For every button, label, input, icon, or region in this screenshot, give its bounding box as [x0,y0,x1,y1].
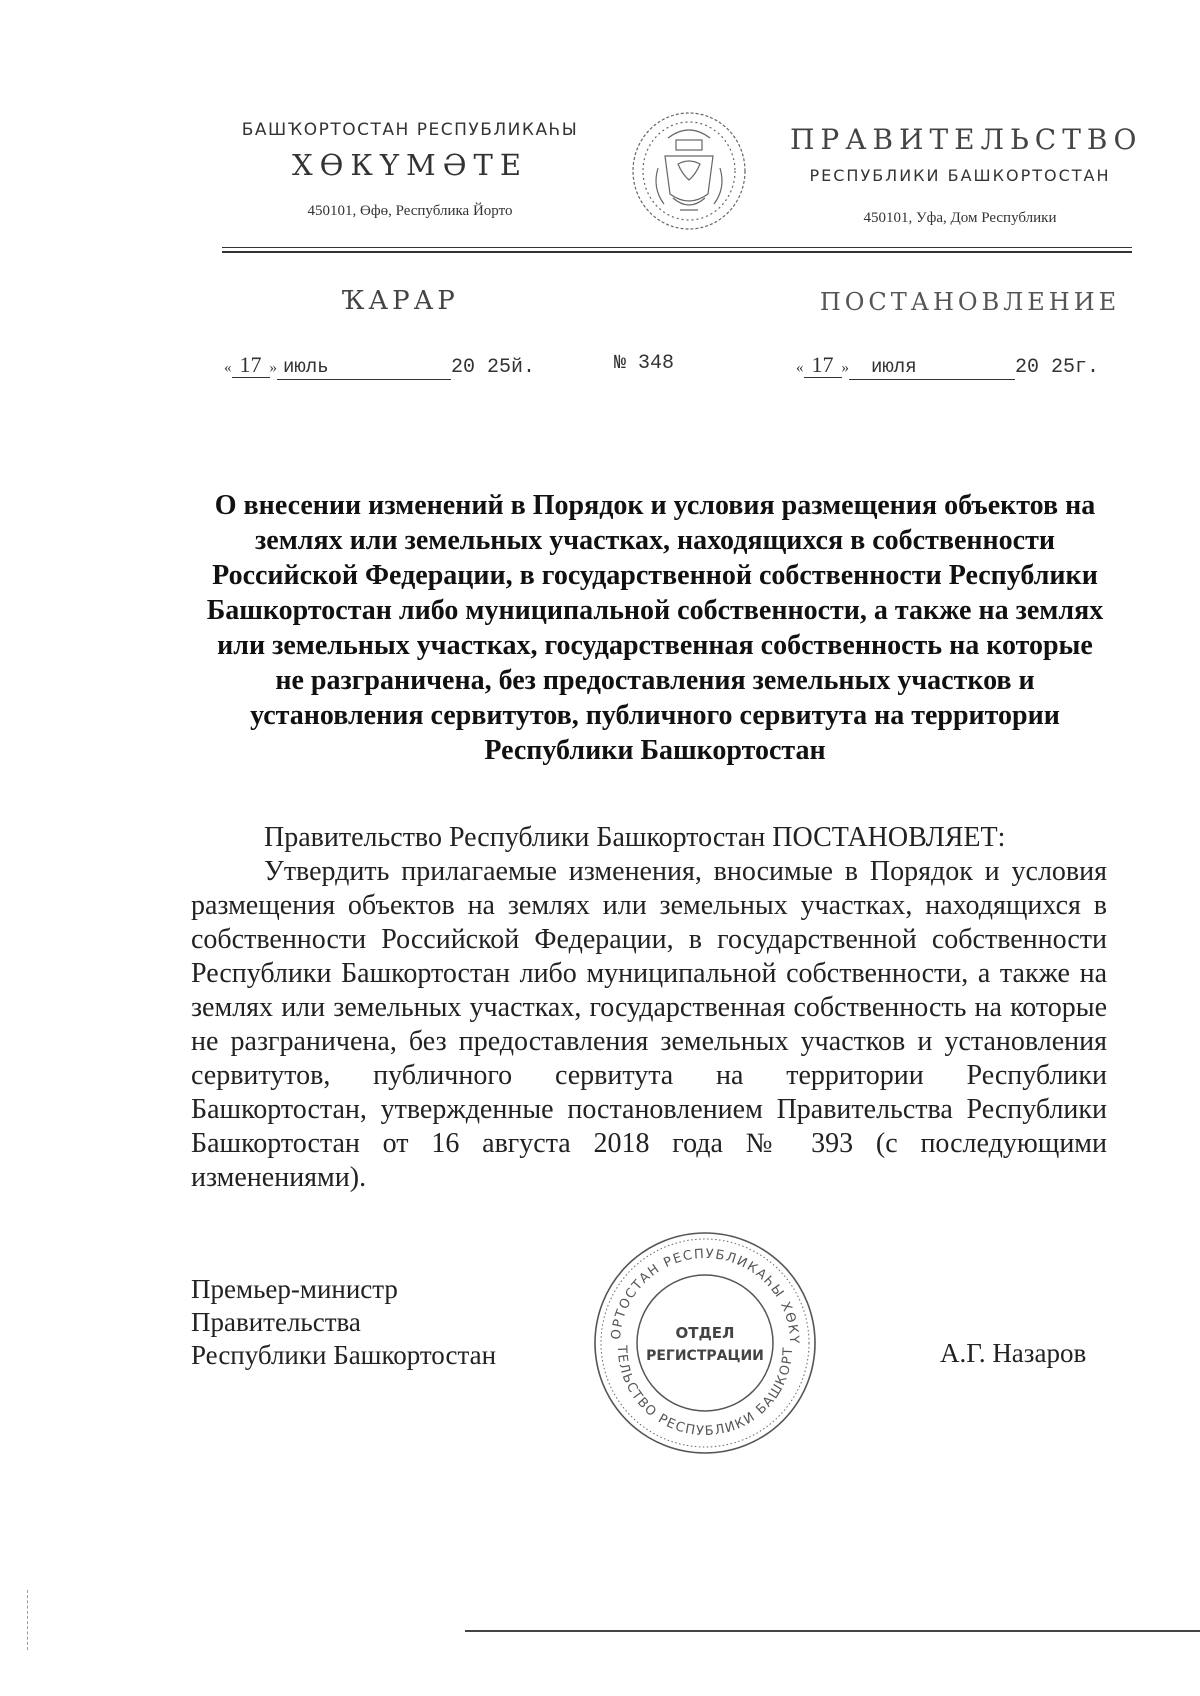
stamp-center-line1: ОТДЕЛ [675,1324,735,1342]
stamp-ring-top: ОРТОСТАН РЕСПУБЛИКАҺЫ ХӨКҮ [608,1246,802,1346]
date-left-close-quote: » [269,360,277,376]
coat-of-arms-icon [628,108,750,234]
bottom-scan-line [465,1630,1200,1632]
date-right-day: 17 [804,353,842,378]
date-right-month: июля [849,355,1015,380]
stamp-ring-bottom: ТЕЛЬСТВО РЕСПУБЛИКИ БАШКОРТ [613,1345,797,1440]
signatory-line-3: Республики Башкортостан [191,1340,497,1370]
header-left-title: ХӨКҮМӘТЕ [292,148,528,182]
date-left-month: июль [277,355,451,380]
document-number-sign: № [614,352,627,375]
date-right-open-quote: « [796,360,804,376]
doc-type-left: ҠАРАР [341,286,459,316]
header-divider-bold [222,251,1132,253]
document-title: О внесении изменений в Порядок и условия размещения объектов на землях или земельных участках, находящихся в собственности Российской Федерации, в государственной собственности Республики Башкортостан либо муниципальной собственности, а также на землях или земельных участках, государственная собственность на которые не разграничена, без предоставления земельных участков и установления сервитутов, публичного сервитута на территории Республики Башкортостан [206,490,1104,766]
registration-stamp [592,1230,818,1456]
header-left-address: 450101, Өфө, Республика Йорто [307,203,513,219]
doc-type-right: ПОСТАНОВЛЕНИЕ [819,288,1121,316]
document-number-value: 348 [638,352,675,375]
signatory-position [191,1273,496,1372]
header-divider [222,247,1132,248]
date-left-day: 17 [232,353,270,378]
document-number [614,352,674,375]
date-left-open-quote: « [224,360,232,376]
signatory-line-2: Правительства [191,1307,361,1337]
header-right-org: РЕСПУБЛИКИ БАШКОРТОСТАН [809,166,1111,185]
date-left [224,352,535,380]
header-right-address: 450101, Уфа, Дом Республики [863,210,1057,226]
stamp-center-line2: РЕГИСТРАЦИИ [646,1348,764,1364]
header-left-org: БАШҠОРТОСТАН РЕСПУБЛИКАҺЫ [241,120,579,140]
date-right-close-quote: » [841,360,849,376]
header-right-title: ПРАВИТЕЛЬСТВО [790,123,1143,156]
document-body: Утвердить прилагаемые изменения, вносимые в Порядок и условия размещения объектов на землях или земельных участках, находящихся в собственности Российской Федерации, в государственной собственности Республики Башкортостан либо муниципальной собственности, а также на землях или земельных участках, государственная собственность на которые не разграничена, без предоставления земельных участков и установления сервитутов, публичного сервитута на территории Республики Башкортостан, утвержденные постановлением Правительства Республики Башкортостан от 16 августа 2018 года № 393 (с последующими изменениями). [191,856,1107,1193]
date-right [796,352,1099,380]
date-right-year: 20 25г. [1015,356,1100,379]
signatory-line-1: Премьер-министр [191,1274,398,1304]
decree-line: Правительство Республики Башкортостан ПОСТАНОВЛЯЕТ: [264,822,1006,853]
date-left-year: 20 25й. [451,356,536,379]
signatory-name: А.Г. Назаров [940,1338,1087,1368]
margin-scan-marks [27,1590,30,1650]
